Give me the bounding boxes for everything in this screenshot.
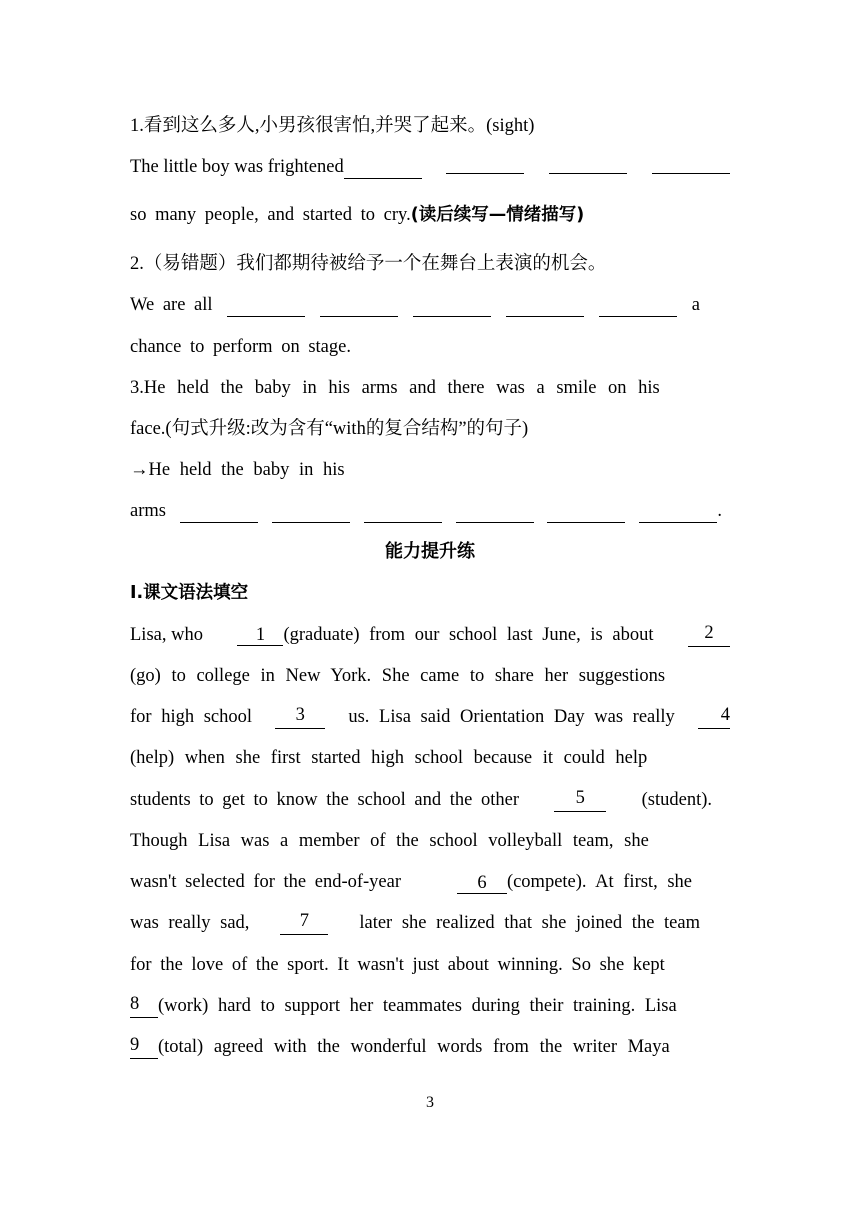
answer-blank[interactable] [320,298,398,317]
q2-prompt: 2.（易错题）我们都期待被给予一个在舞台上表演的机会。 [130,254,607,274]
passage-line-1: Lisa, who 1 (graduate) from our school last June, is about 2 [130,623,730,647]
sub-title: Ⅰ.课文语法填空 [130,583,249,603]
passage-line-8: was really sad, 7 later she realized that she joined the team [130,911,700,933]
passage-line-7: wasn't selected for the end-of-year 6 (compete). At first, she [130,872,692,893]
q3-line2: face.(句式升级:改为含有“with的复合结构”的句子) [130,419,529,439]
blank-6[interactable]: 6 [457,873,507,894]
q1-tag: (读后续写—情绪描写) [410,205,585,225]
blank-2[interactable]: 2 [688,623,730,647]
answer-blank[interactable] [446,155,524,174]
passage-line-2: (go) to college in New York. She came to share her suggestions [130,666,666,686]
answer-blank[interactable] [547,504,625,523]
blank-4[interactable]: 4 [698,705,730,729]
q1-line1: The little boy was frightened [130,155,730,179]
page-number: 3 [426,1094,434,1111]
section-title: 能力提升练 [385,541,475,562]
passage-line-6: Though Lisa was a member of the school volleyball team, she [130,831,649,851]
answer-blank[interactable] [506,298,584,317]
blank-8[interactable]: 8 [130,994,158,1018]
answer-blank[interactable] [344,160,422,179]
blank-9[interactable]: 9 [130,1035,158,1059]
answer-blank[interactable] [639,504,717,523]
answer-blank[interactable] [456,504,534,523]
answer-blank[interactable] [272,504,350,523]
q3-line4: arms . [130,501,722,521]
answer-blank[interactable] [413,298,491,317]
blank-5[interactable]: 5 [554,788,606,812]
passage-line-9: for the love of the sport. It wasn't just about winning. So she kept [130,955,665,975]
answer-blank[interactable] [549,155,627,174]
q3-line1: 3.He held the baby in his arms and there was a smile on his [130,378,660,398]
q1-line2: so many people, and started to cry. (读后续写—情绪描写) [130,205,585,225]
passage-line-10: 8 (work) hard to support her teammates during their training. Lisa [130,994,677,1016]
answer-blank[interactable] [652,155,730,174]
answer-blank[interactable] [364,504,442,523]
q2-line1: We are all a [130,295,700,315]
passage-line-5: students to get to know the school and the other 5 (student). [130,788,712,810]
passage-line-3: for high school 3 us. Lisa said Orientation Day was really 4 [130,705,730,727]
answer-blank[interactable] [599,298,677,317]
blank-7[interactable]: 7 [280,911,328,935]
q3-line3: →He held the baby in his [130,460,345,480]
answer-blank[interactable] [180,504,258,523]
answer-blank[interactable] [227,298,305,317]
blank-1[interactable]: 1 [237,625,283,646]
q2-line2: chance to perform on stage. [130,337,351,357]
passage-line-11: 9 (total) agreed with the wonderful words from the writer Maya [130,1035,670,1057]
q1-prompt: 1.看到这么多人,小男孩很害怕,并哭了起来。(sight) [130,116,535,136]
passage-line-4: (help) when she first started high school because it could help [130,748,648,768]
blank-3[interactable]: 3 [275,705,325,729]
